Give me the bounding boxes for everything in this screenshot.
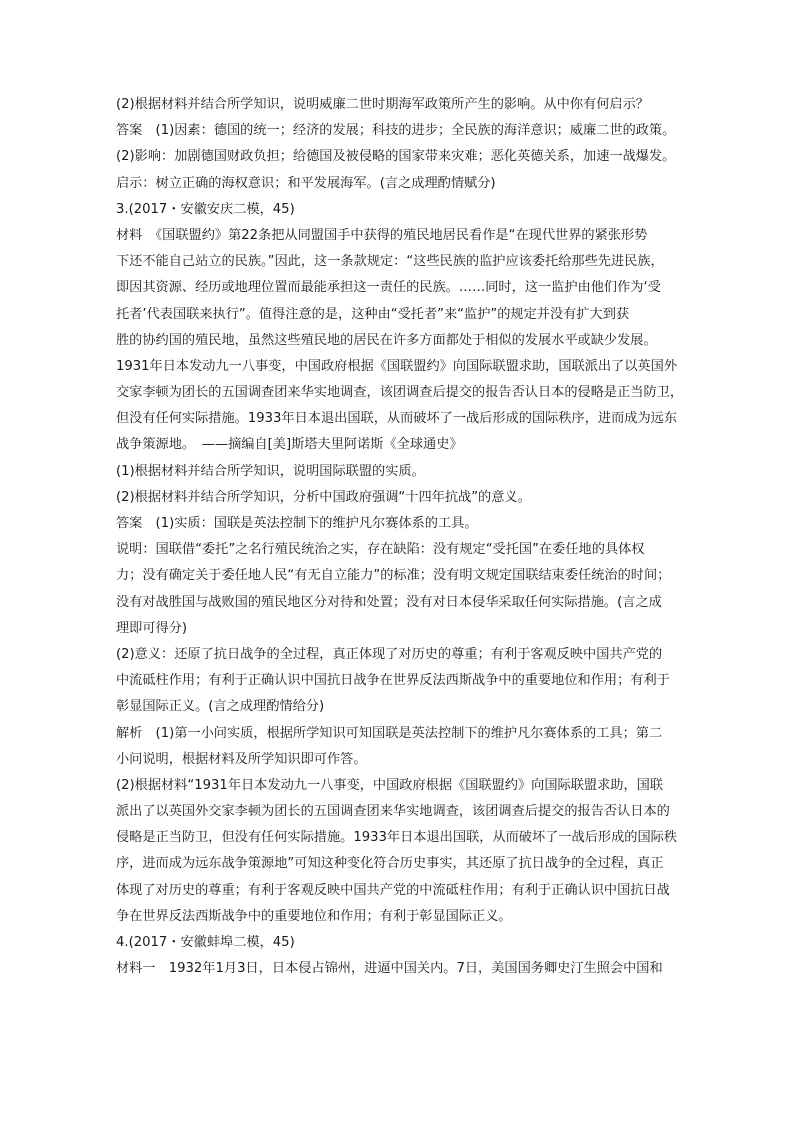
text-line: 小问说明，根据材料及所学知识即可作答。 bbox=[116, 751, 367, 767]
text-line: (2)根据材料并结合所学知识，说明威廉二世时期海军政策所产生的影响。从中你有何启示？ bbox=[116, 97, 649, 112]
text-line: 即因其资源、经历或地理位置而最能承担这一责任的民族。……同时，这一监护由他们作为‘受 bbox=[116, 280, 661, 296]
document-page bbox=[116, 92, 712, 982]
text-line: 1931年日本发动九一八事变，中国政府根据《国联盟约》向国际联盟求助，国联派出了以英国外 bbox=[116, 358, 678, 374]
question-heading: 3.(2017・安徽安庆二模，45) bbox=[116, 201, 295, 217]
text-line: 但没有任何实际措施。1933年日本退出国联，从而破坏了一战后形成的国际秩序，进而成为远东 bbox=[116, 411, 678, 427]
text-line: 说明：国联借“委托”之名行殖民统治之实，存在缺陷：没有规定“受托国”在委任地的具体权 bbox=[116, 542, 645, 558]
text-line: (2)意义：还原了抗日战争的全过程，真正体现了对历史的尊重；有利于客观反映中国共产党的 bbox=[116, 646, 663, 662]
text-line: 解析 (1)第一小问实质，根据所学知识可知国联是英法控制下的维护凡尔赛体系的工具；第二 bbox=[116, 725, 663, 741]
text-line: 序，进而成为远东战争策源地”可知这种变化符合历史事实，其还原了抗日战争的全过程，真正 bbox=[116, 856, 664, 872]
text-line: 彰显国际正义。(言之成理酌情给分) bbox=[116, 699, 325, 715]
text-line: 材料一 1932年1月3日，日本侵占锦州，进逼中国关内。7日，美国国务卿史汀生照会中国和 bbox=[116, 961, 663, 977]
text-line: 理即可得分) bbox=[116, 620, 188, 636]
text-line: 体现了对历史的尊重；有利于客观反映中国共产党的中流砥柱作用；有利于正确认识中国抗日战 bbox=[116, 882, 670, 898]
text-line: 没有对战胜国与战败国的殖民地区分对待和处置；没有对日本侵华采取任何实际措施。(言之成 bbox=[116, 594, 662, 610]
text-line: 托者’代表国联来执行”。值得注意的是，这种由“受托者”来“监护”的规定并没有扩大到获 bbox=[116, 306, 630, 322]
text-line: (2)影响：加剧德国财政负担；给德国及被侵略的国家带来灾难；恶化英德关系，加速一战爆发。 bbox=[116, 149, 676, 165]
text-line: 材料 《国联盟约》第22条把从同盟国手中获得的殖民地居民看作是“在现代世界的紧张形势 bbox=[116, 227, 648, 243]
text-line: 答案 (1)实质：国联是英法控制下的维护凡尔赛体系的工具。 bbox=[116, 516, 478, 531]
text-line: 战争策源地。 ——摘编自[美]斯塔夫里阿诺斯《全球通史》 bbox=[116, 437, 463, 453]
text-line: 下还不能自己站立的民族。”因此，这一条款规定：“这些民族的监护应该委托给那些先进民族， bbox=[116, 254, 664, 270]
text-line: 交家李顿为团长的五国调查团来华实地调查，该团调查后提交的报告否认日本的侵略是正当防卫， bbox=[116, 385, 684, 401]
text-line: 答案 (1)因素：德国的统一；经济的发展；科技的进步；全民族的海洋意识；威廉二世的政策。 bbox=[116, 123, 676, 139]
text-line: 胜的协约国的殖民地，虽然这些殖民地的居民在许多方面都处于相似的发展水平或缺少发展。 bbox=[116, 332, 657, 348]
text-line: 中流砥柱作用；有利于正确认识中国抗日战争在世界反法西斯战争中的重要地位和作用；有利于 bbox=[116, 673, 670, 689]
text-line: (1)根据材料并结合所学知识，说明国际联盟的实质。 bbox=[116, 463, 425, 479]
text-line: 启示：树立正确的海权意识；和平发展海军。(言之成理酌情赋分) bbox=[116, 175, 496, 191]
text-line: 派出了以英国外交家李顿为团长的五国调查团来华实地调查，该团调查后提交的报告否认日本的 bbox=[116, 804, 670, 820]
text-line: 力；没有确定关于委任地人民“有无自立能力”的标准；没有明文规定国联结束委任统治的时间； bbox=[116, 568, 671, 584]
text-line: 侵略是正当防卫，但没有任何实际措施。1933年日本退出国联，从而破坏了一战后形成的国际秩 bbox=[116, 830, 678, 846]
text-line: 争在世界反法西斯战争中的重要地位和作用；有利于彰显国际正义。 bbox=[116, 908, 512, 924]
text-line: (2)根据材料并结合所学知识，分析中国政府强调“十四年抗战”的意义。 bbox=[116, 489, 531, 505]
question-heading: 4.(2017・安徽蚌埠二模，45) bbox=[116, 935, 295, 950]
text-line: (2)根据材料“1931年日本发动九一八事变，中国政府根据《国联盟约》向国际联盟求助，国联 bbox=[116, 777, 664, 793]
